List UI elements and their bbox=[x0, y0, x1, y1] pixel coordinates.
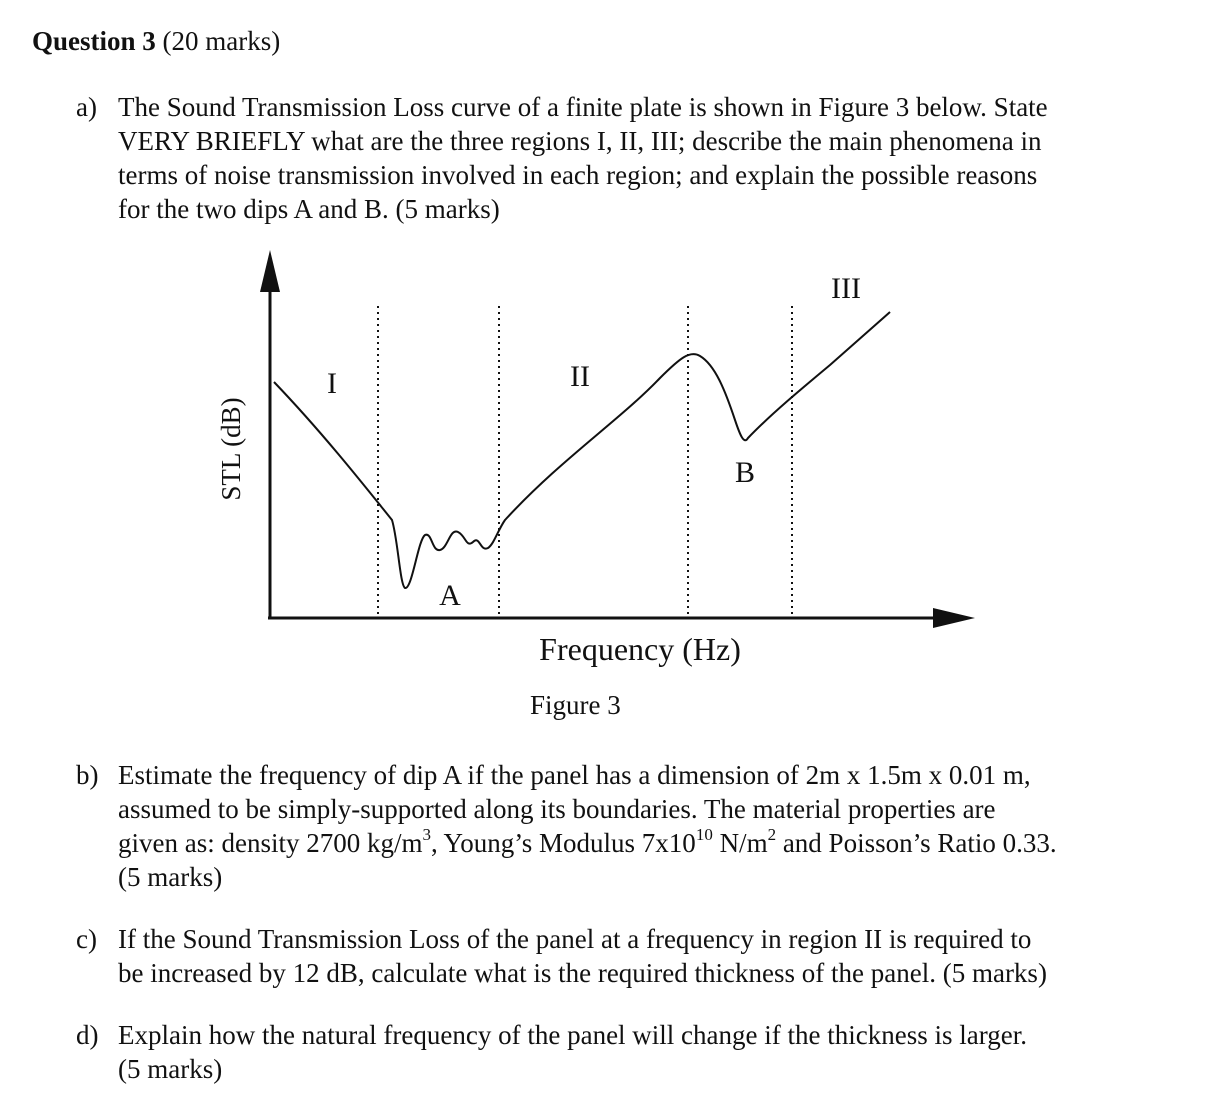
region-label-ii: II bbox=[570, 360, 590, 393]
part-b-line-3 bbox=[118, 826, 1057, 860]
part-b-line-4: (5 marks) bbox=[118, 862, 223, 892]
part-a-line-4: for the two dips A and B. (5 marks) bbox=[118, 194, 500, 224]
figure-3-stl-curve bbox=[0, 240, 1220, 680]
part-c bbox=[76, 922, 1047, 990]
part-b-line-3-unit: N/m bbox=[712, 828, 768, 858]
part-a-label: a) bbox=[76, 92, 97, 122]
question-number: Question 3 bbox=[32, 26, 156, 56]
dip-label-a: A bbox=[439, 579, 461, 612]
figure-caption: Figure 3 bbox=[530, 690, 621, 720]
stl-curve bbox=[274, 312, 890, 588]
part-b-line-3-poisson: and Poisson’s Ratio 0.33. bbox=[776, 828, 1057, 858]
part-d bbox=[76, 1018, 1027, 1086]
part-b-line-3-modulus: , Young’s Modulus 7x10 bbox=[430, 828, 696, 858]
region-label-iii: III bbox=[831, 272, 861, 305]
y-axis-arrow-icon bbox=[260, 250, 280, 292]
question-title bbox=[32, 26, 280, 57]
y-axis-label: STL (dB) bbox=[216, 397, 246, 501]
part-d-label: d) bbox=[76, 1020, 99, 1050]
part-a-line-2: VERY BRIEFLY what are the three regions I, II, III; describe the main phenomena in bbox=[118, 126, 1042, 156]
part-b-line-1: Estimate the frequency of dip A if the panel has a dimension of 2m x 1.5m x 0.01 m, bbox=[118, 760, 1031, 790]
part-a bbox=[76, 90, 1048, 226]
part-a-line-3: terms of noise transmission involved in each region; and explain the possible reasons bbox=[118, 160, 1038, 190]
part-c-line-2: be increased by 12 dB, calculate what is the required thickness of the panel. (5 marks) bbox=[118, 958, 1047, 988]
region-label-i: I bbox=[327, 367, 337, 400]
part-b-line-3-density: given as: density 2700 kg/m bbox=[118, 828, 423, 858]
part-c-line-1: If the Sound Transmission Loss of the panel at a frequency in region II is required to bbox=[118, 924, 1032, 954]
modulus-exponent: 10 bbox=[695, 825, 713, 844]
part-d-line-2: (5 marks) bbox=[118, 1054, 223, 1084]
part-b bbox=[76, 758, 1057, 894]
part-c-label: c) bbox=[76, 924, 97, 954]
density-exponent: 3 bbox=[422, 825, 431, 844]
part-b-label: b) bbox=[76, 760, 99, 790]
dip-label-b: B bbox=[734, 456, 756, 489]
part-a-line-1: The Sound Transmission Loss curve of a finite plate is shown in Figure 3 below. State bbox=[118, 92, 1048, 122]
x-axis-arrow-icon bbox=[933, 608, 975, 628]
x-axis-label: Frequency (Hz) bbox=[539, 631, 741, 667]
question-marks: (20 marks) bbox=[162, 26, 281, 56]
part-b-line-2: assumed to be simply-supported along its boundaries. The material properties are bbox=[118, 794, 996, 824]
unit-exponent: 2 bbox=[767, 825, 777, 844]
part-d-line-1: Explain how the natural frequency of the panel will change if the thickness is larger. bbox=[118, 1020, 1027, 1050]
